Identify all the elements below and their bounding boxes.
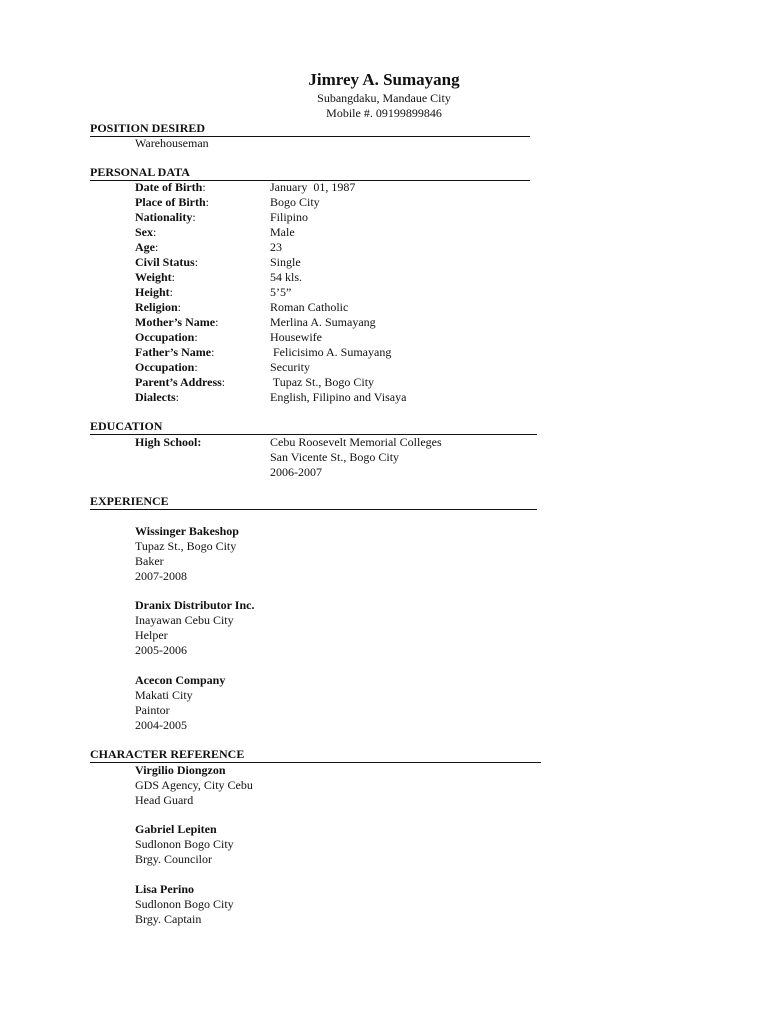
personal-data-value: January 01, 1987: [270, 180, 356, 194]
personal-data-colon: :: [194, 360, 198, 374]
personal-data-label-text: Place of Birth: [135, 195, 206, 209]
personal-data-colon: :: [205, 195, 209, 209]
section-heading-experience: [90, 494, 537, 510]
personal-data-colon: :: [153, 225, 157, 239]
section-heading-personal-data: [90, 165, 530, 181]
applicant-address: Subangdaku, Mandaue City: [317, 91, 451, 105]
personal-data-colon: :: [194, 255, 199, 269]
education-years: 2006-2007: [270, 465, 322, 479]
applicant-name: Jimrey A. Sumayang: [308, 70, 460, 89]
personal-data-label: [135, 360, 198, 375]
applicant-mobile: Mobile #. 09199899846: [326, 106, 442, 120]
personal-data-label-text: Dialects: [135, 390, 176, 404]
personal-data-label-text: Religion: [135, 300, 178, 314]
personal-data-label: [135, 240, 158, 255]
personal-data-value: Bogo City: [270, 195, 320, 209]
position-desired-value: Warehouseman: [135, 136, 209, 150]
section-heading-character-reference: [90, 747, 541, 763]
personal-data-colon: :: [215, 315, 219, 329]
personal-data-colon: :: [175, 390, 179, 404]
personal-data-colon: :: [155, 240, 159, 254]
personal-data-label: [135, 345, 214, 360]
section-heading-text: PERSONAL DATA: [90, 165, 190, 179]
personal-data-label: [135, 210, 196, 225]
experience-years: 2005-2006: [135, 643, 187, 657]
personal-data-label: [135, 180, 206, 195]
personal-data-label: [135, 315, 218, 330]
personal-data-label-text: Height: [135, 285, 170, 299]
section-heading-text: EXPERIENCE: [90, 494, 169, 508]
reference-name: Lisa Perino: [135, 882, 194, 896]
personal-data-colon: :: [194, 330, 198, 344]
personal-data-value: 23: [270, 240, 282, 254]
personal-data-label: [135, 285, 173, 300]
experience-address: Makati City: [135, 688, 193, 702]
section-heading-education: [90, 419, 537, 435]
personal-data-value: Security: [270, 360, 310, 374]
personal-data-label-text: Nationality: [135, 210, 193, 224]
personal-data-label-text: Mother’s Name: [135, 315, 216, 329]
section-heading-text: EDUCATION: [90, 419, 163, 433]
section-heading-text: CHARACTER REFERENCE: [90, 747, 245, 761]
personal-data-value: Roman Catholic: [270, 300, 349, 314]
personal-data-value: 54 kls.: [270, 270, 303, 284]
experience-position: Paintor: [135, 703, 170, 717]
personal-data-label-text: Occupation: [135, 360, 195, 374]
education-address: San Vicente St., Bogo City: [270, 450, 400, 464]
personal-data-label: [135, 375, 225, 390]
experience-company: Dranix Distributor Inc.: [135, 598, 255, 612]
personal-data-label: [135, 195, 209, 210]
reference-line2: Brgy. Councilor: [135, 852, 212, 866]
personal-data-colon: :: [171, 270, 176, 284]
personal-data-label: [135, 330, 198, 345]
personal-data-value: 5’5”: [270, 285, 292, 299]
section-heading-position-desired: [90, 121, 530, 137]
experience-position: Baker: [135, 554, 164, 568]
section-heading-text: POSITION DESIRED: [90, 121, 206, 135]
reference-line1: Sudlonon Bogo City: [135, 837, 234, 851]
personal-data-label: [135, 300, 181, 315]
reference-line1: GDS Agency, City Cebu: [135, 778, 253, 792]
personal-data-label: [135, 255, 198, 270]
education-level-label: High School:: [135, 435, 202, 449]
personal-data-label-text: Weight: [135, 270, 172, 284]
personal-data-value: Housewife: [270, 330, 322, 344]
personal-data-colon: :: [202, 180, 206, 194]
personal-data-value: Filipino: [270, 210, 309, 224]
personal-data-colon: :: [192, 210, 196, 224]
reference-name: Gabriel Lepiten: [135, 822, 217, 836]
personal-data-label-text: Occupation: [135, 330, 195, 344]
reference-line2: Brgy. Captain: [135, 912, 202, 926]
personal-data-value: English, Filipino and Visaya: [270, 390, 407, 404]
personal-data-label: [135, 270, 175, 285]
personal-data-value: Male: [270, 225, 295, 239]
personal-data-label-text: Age: [135, 240, 155, 254]
personal-data-value: Single: [270, 255, 301, 269]
personal-data-value: Tupaz St., Bogo City: [270, 375, 375, 389]
experience-address: Inayawan Cebu City: [135, 613, 234, 627]
experience-years: 2004-2005: [135, 718, 187, 732]
personal-data-value: Merlina A. Sumayang: [270, 315, 376, 329]
experience-position: Helper: [135, 628, 168, 642]
experience-company: Acecon Company: [135, 673, 226, 687]
personal-data-value: Felicisimo A. Sumayang: [270, 345, 392, 359]
reference-name: Virgilio Diongzon: [135, 763, 226, 777]
education-school: Cebu Roosevelt Memorial Colleges: [270, 435, 442, 449]
personal-data-colon: :: [177, 300, 182, 314]
personal-data-label: [135, 225, 156, 240]
personal-data-label-text: Parent’s Address: [135, 375, 222, 389]
experience-company: Wissinger Bakeshop: [135, 524, 239, 538]
personal-data-label-text: Civil Status: [135, 255, 195, 269]
personal-data-colon: :: [169, 285, 174, 299]
reference-line2: Head Guard: [135, 793, 194, 807]
experience-years: 2007-2008: [135, 569, 187, 583]
personal-data-label-text: Date of Birth: [135, 180, 203, 194]
personal-data-colon: :: [211, 345, 215, 359]
personal-data-label-text: Father’s Name: [135, 345, 212, 359]
personal-data-label-text: Sex: [135, 225, 153, 239]
personal-data-label: [135, 390, 179, 405]
reference-line1: Sudlonon Bogo City: [135, 897, 234, 911]
experience-address: Tupaz St., Bogo City: [135, 539, 237, 553]
personal-data-colon: :: [221, 375, 226, 389]
